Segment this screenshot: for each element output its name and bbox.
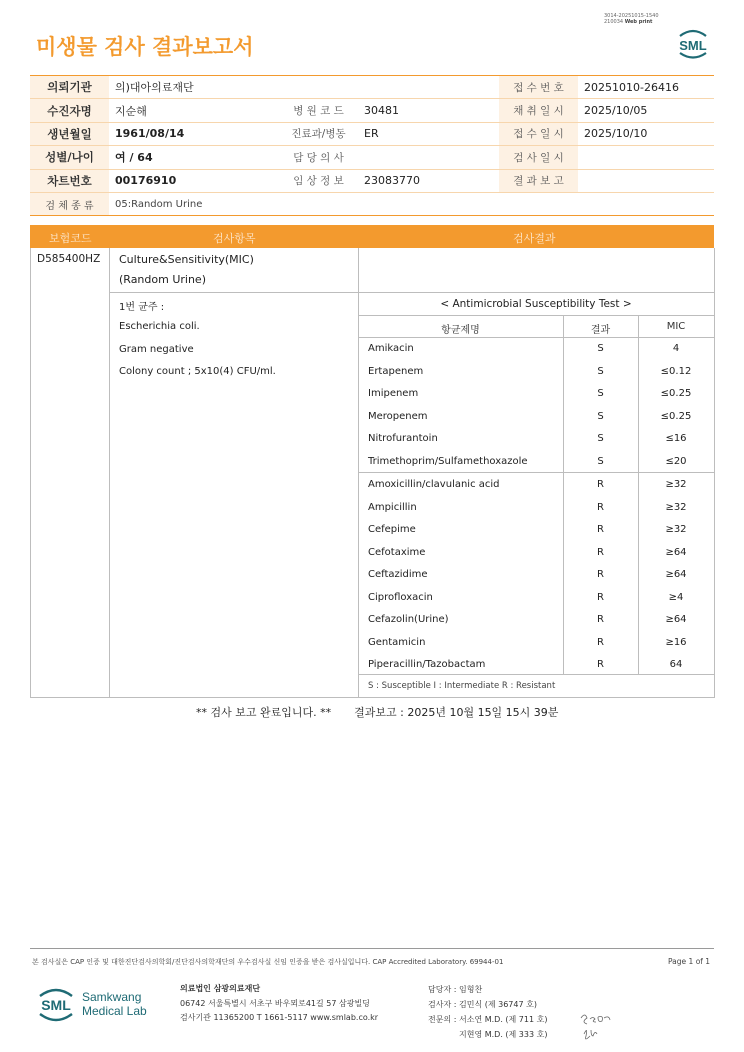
print-code [604, 13, 659, 25]
ast-title: < Antimicrobial Susceptibility Test > [440, 298, 632, 310]
drug-name: Ceftazidime [368, 569, 428, 580]
drug-name: Amikacin [368, 343, 414, 354]
patient-info-table [30, 75, 714, 216]
sml-logo [672, 26, 714, 62]
report-time: 결과보고 : 2025년 10월 15일 15시 39분 [354, 706, 559, 719]
staff-4-name: 지현영 M.D. (제 333 호) [458, 1030, 548, 1039]
drug-mic: 64 [669, 659, 683, 670]
report-title: 미생물 검사 결과보고서 [36, 35, 254, 59]
receipt-date-label: 접 수 일 시 [499, 122, 578, 145]
staff-1-name: 임형찬 [458, 985, 483, 994]
drug-mic: ≥64 [665, 546, 687, 558]
dept-label: 진료과/병동 [279, 122, 358, 145]
col-drug-header: 항균제명 [441, 325, 480, 336]
results-header [30, 225, 714, 248]
doctor-label: 담 당 의 사 [279, 146, 358, 169]
clinical-label: 임 상 정 보 [279, 169, 358, 192]
staff-info: 담당자 : 임형찬 검사자 : 김민식 (제 36747 호) 전문의 : 서소연 M.D. (제 711 호) 지현영 M.D. (제 333 호) [428, 985, 548, 1039]
drug-result: S [597, 433, 604, 444]
print-code-line1: 3014-20251015-1540 [604, 13, 659, 19]
org-info [180, 982, 378, 1026]
hospital-code-label: 병 원 코 드 [279, 99, 358, 122]
header-item: 검사항목 [213, 232, 256, 245]
drug-name: Ciprofloxacin [368, 591, 433, 603]
footer-divider [30, 948, 714, 949]
sex-age-label: 성별/나이 [30, 146, 109, 169]
drug-name: Gentamicin [368, 636, 426, 648]
test-name-line1: Culture&Sensitivity(MIC) [119, 253, 254, 266]
chart-value: 00176910 [109, 169, 279, 192]
report-label: 결 과 보 고 [499, 169, 578, 192]
header-result: 검사결과 [513, 232, 556, 245]
susceptibility-legend: S : Susceptible I : Intermediate R : Resistant [368, 681, 556, 691]
specimen-value: 05:Random Urine [109, 192, 714, 215]
org-name: 의료법인 삼광의료재단 [180, 984, 261, 993]
drug-mic: ≤16 [665, 433, 687, 444]
info-row [30, 99, 714, 122]
drug-result: S [597, 365, 604, 377]
collect-date-value: 2025/10/05 [578, 99, 714, 122]
info-row [30, 169, 714, 192]
col-mic-header: MIC [666, 321, 686, 332]
birth-label: 생년월일 [30, 122, 109, 145]
drug-mic: ≥32 [665, 501, 687, 513]
print-code-line2: 210034 Web print [604, 19, 653, 25]
doctor-value [358, 146, 499, 169]
organism-label: 1번 균주 : [119, 302, 165, 313]
info-row [30, 76, 714, 99]
organism-name: Escherichia coli. [119, 321, 200, 332]
drug-name: Amoxicillin/clavulanic acid [368, 479, 500, 490]
svg-text:SML: SML [41, 997, 71, 1013]
receipt-no-label: 접 수 번 호 [499, 76, 578, 99]
drug-mic: ≥64 [665, 614, 687, 625]
drug-mic: ≤0.25 [660, 388, 692, 399]
logo-line1: Samkwang [82, 990, 142, 1004]
drug-result: S [597, 388, 604, 399]
drug-result: R [597, 479, 604, 490]
info-row [30, 192, 714, 215]
org-address: 06742 서울특별시 서초구 바우뫼로41길 57 삼광빌딩 [180, 998, 370, 1008]
drug-name: Ertapenem [368, 365, 424, 377]
drug-name: Trimethoprim/Sulfamethoxazole [368, 455, 528, 467]
drug-result: R [597, 591, 604, 603]
drug-result: S [597, 343, 604, 354]
drug-result: R [597, 524, 604, 535]
sml-logo-text: SML [679, 38, 707, 53]
chart-label: 차트번호 [30, 169, 109, 192]
requester-value: 의)대아의료재단 [109, 76, 499, 99]
colony-count: Colony count ; 5x10(4) CFU/ml. [119, 366, 276, 377]
drug-result: R [597, 636, 604, 648]
insurance-code: D585400HZ [37, 253, 101, 265]
info-row [30, 122, 714, 145]
staff-2-name: 김민식 (제 36747 호) [458, 1000, 537, 1009]
drug-mic: ≤20 [665, 455, 687, 467]
drug-mic: ≤0.25 [660, 410, 692, 422]
collect-date-label: 채 취 일 시 [499, 99, 578, 122]
drug-name: Cefotaxime [368, 546, 426, 558]
specimen-label: 검 체 종 류 [30, 192, 109, 215]
drug-name: Imipenem [368, 388, 419, 399]
logo-line2: Medical Lab [82, 1004, 147, 1018]
drug-result: S [597, 410, 604, 422]
staff-3-name: 서소연 M.D. (제 711 호) [458, 1015, 548, 1024]
report-value [578, 169, 714, 192]
drug-name: Meropenem [368, 410, 428, 422]
clinical-value: 23083770 [358, 169, 499, 192]
sex-age-value: 여 / 64 [109, 146, 279, 169]
drug-name: Ampicillin [368, 501, 417, 513]
test-date-value [578, 146, 714, 169]
drug-name: Nitrofurantoin [368, 433, 438, 444]
receipt-date-value: 2025/10/10 [578, 122, 714, 145]
drug-mic: ≥16 [665, 636, 687, 648]
header-code: 보험코드 [49, 232, 92, 245]
dept-value: ER [358, 122, 499, 145]
test-date-label: 검 사 일 시 [499, 146, 578, 169]
drug-mic: ≤0.12 [660, 365, 692, 377]
requester-label: 의뢰기관 [30, 76, 109, 99]
hospital-code-value: 30481 [358, 99, 499, 122]
results-box [30, 248, 715, 698]
test-name-line2: (Random Urine) [119, 273, 206, 286]
info-row [30, 146, 714, 169]
org-contact: 검사기관 11365200 T 1661-5117 www.smlab.co.kr [180, 1013, 379, 1022]
receipt-no-value: 20251010-26416 [578, 76, 714, 99]
patient-label: 수진자명 [30, 99, 109, 122]
signature-icon [578, 1008, 614, 1042]
report-complete [196, 704, 558, 720]
drug-result: R [597, 546, 604, 558]
birth-value: 1961/08/14 [109, 122, 279, 145]
accreditation-note: 본 검사실은 CAP 인증 및 대한진단검사의학회/진단검사의학재단의 우수검사실 신임 인증을 받은 검사실입니다. CAP Accredited Laboratory. 69944-01 [32, 958, 504, 966]
complete-text: ** 검사 보고 완료입니다. ** [196, 706, 332, 719]
drug-result: R [597, 659, 604, 670]
drug-mic: ≥32 [665, 479, 687, 490]
patient-value: 지순해 [109, 99, 279, 122]
drug-result: R [597, 501, 604, 513]
drug-mic: ≥32 [665, 524, 687, 535]
col-result-header: 결과 [590, 325, 611, 336]
gram-stain: Gram negative [119, 344, 194, 355]
drug-result: R [597, 569, 604, 580]
drug-name: Piperacillin/Tazobactam [368, 659, 486, 670]
drug-name: Cefazolin(Urine) [368, 614, 449, 625]
drug-mic: ≥64 [665, 569, 687, 580]
drug-name: Cefepime [368, 524, 416, 535]
page-number: Page 1 of 1 [668, 957, 711, 966]
drug-result: S [597, 455, 604, 467]
drug-result: R [597, 614, 604, 625]
drug-mic: ≥4 [668, 591, 684, 603]
drug-mic: 4 [672, 343, 680, 354]
samkwang-logo [36, 982, 156, 1026]
